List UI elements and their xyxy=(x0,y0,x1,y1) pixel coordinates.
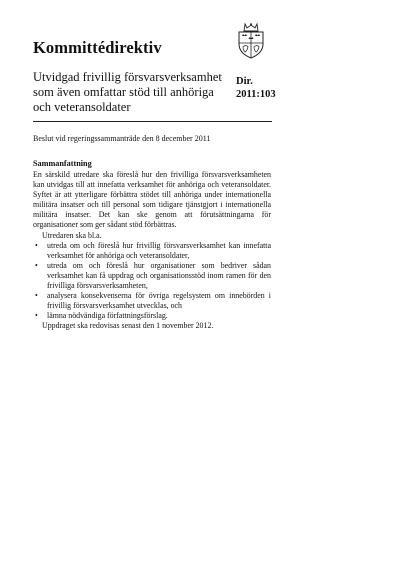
directive-subtitle: Utvidgad frivillig försvarsverksamhet som även omfattar stöd till anhöriga och veteransoldater xyxy=(33,70,222,114)
summary-paragraph: En särskild utredare ska föreslå hur den frivilliga försvarsverksamheten kan utvidgas till att innefatta verksamhet för anhöriga och veteransoldater. Syftet är att ytterligare förbättra stödet till anhöriga under internationella militära insatser och till personal som tidigare tjänstgjort i internationella militära insatser. Det kan ske genom att förutsättningarna för organisationer som ger sådant stöd förbättras. xyxy=(33,170,271,230)
list-item: • analysera konsekvenserna för övriga regelsystem om innebörden i frivillig försvarsverksamhet utvecklas, och xyxy=(33,291,271,311)
directive-id xyxy=(236,76,276,101)
deadline-text: Uppdraget ska redovisas senast den 1 november 2012. xyxy=(42,321,214,331)
decision-date: Beslut vid regeringssammanträde den 8 december 2011 xyxy=(33,134,211,143)
summary-heading: Sammanfattning xyxy=(33,159,92,168)
list-item: • utreda om och föreslå hur organisationer som bedriver sådan verksamhet kan få uppdrag och organisationsstöd inom ramen för den frivilliga försvarsverksamheten, xyxy=(33,261,271,291)
summary-body xyxy=(33,170,271,332)
summary-intro: Utredaren ska bl.a. xyxy=(42,230,102,240)
directive-label: Dir. xyxy=(236,76,253,87)
list-item: • utreda om och föreslå hur frivillig försvarsverksamhet kan innefatta verksamhet för anhöriga och veteransoldater, xyxy=(33,241,271,261)
crest-icon xyxy=(234,22,268,60)
directive-number: 2011:103 xyxy=(236,88,276,100)
task-list xyxy=(33,241,271,322)
page-title: Kommittédirektiv xyxy=(33,38,162,57)
list-item: • lämna nödvändiga författningsförslag. xyxy=(33,311,271,321)
header-divider xyxy=(33,121,272,122)
